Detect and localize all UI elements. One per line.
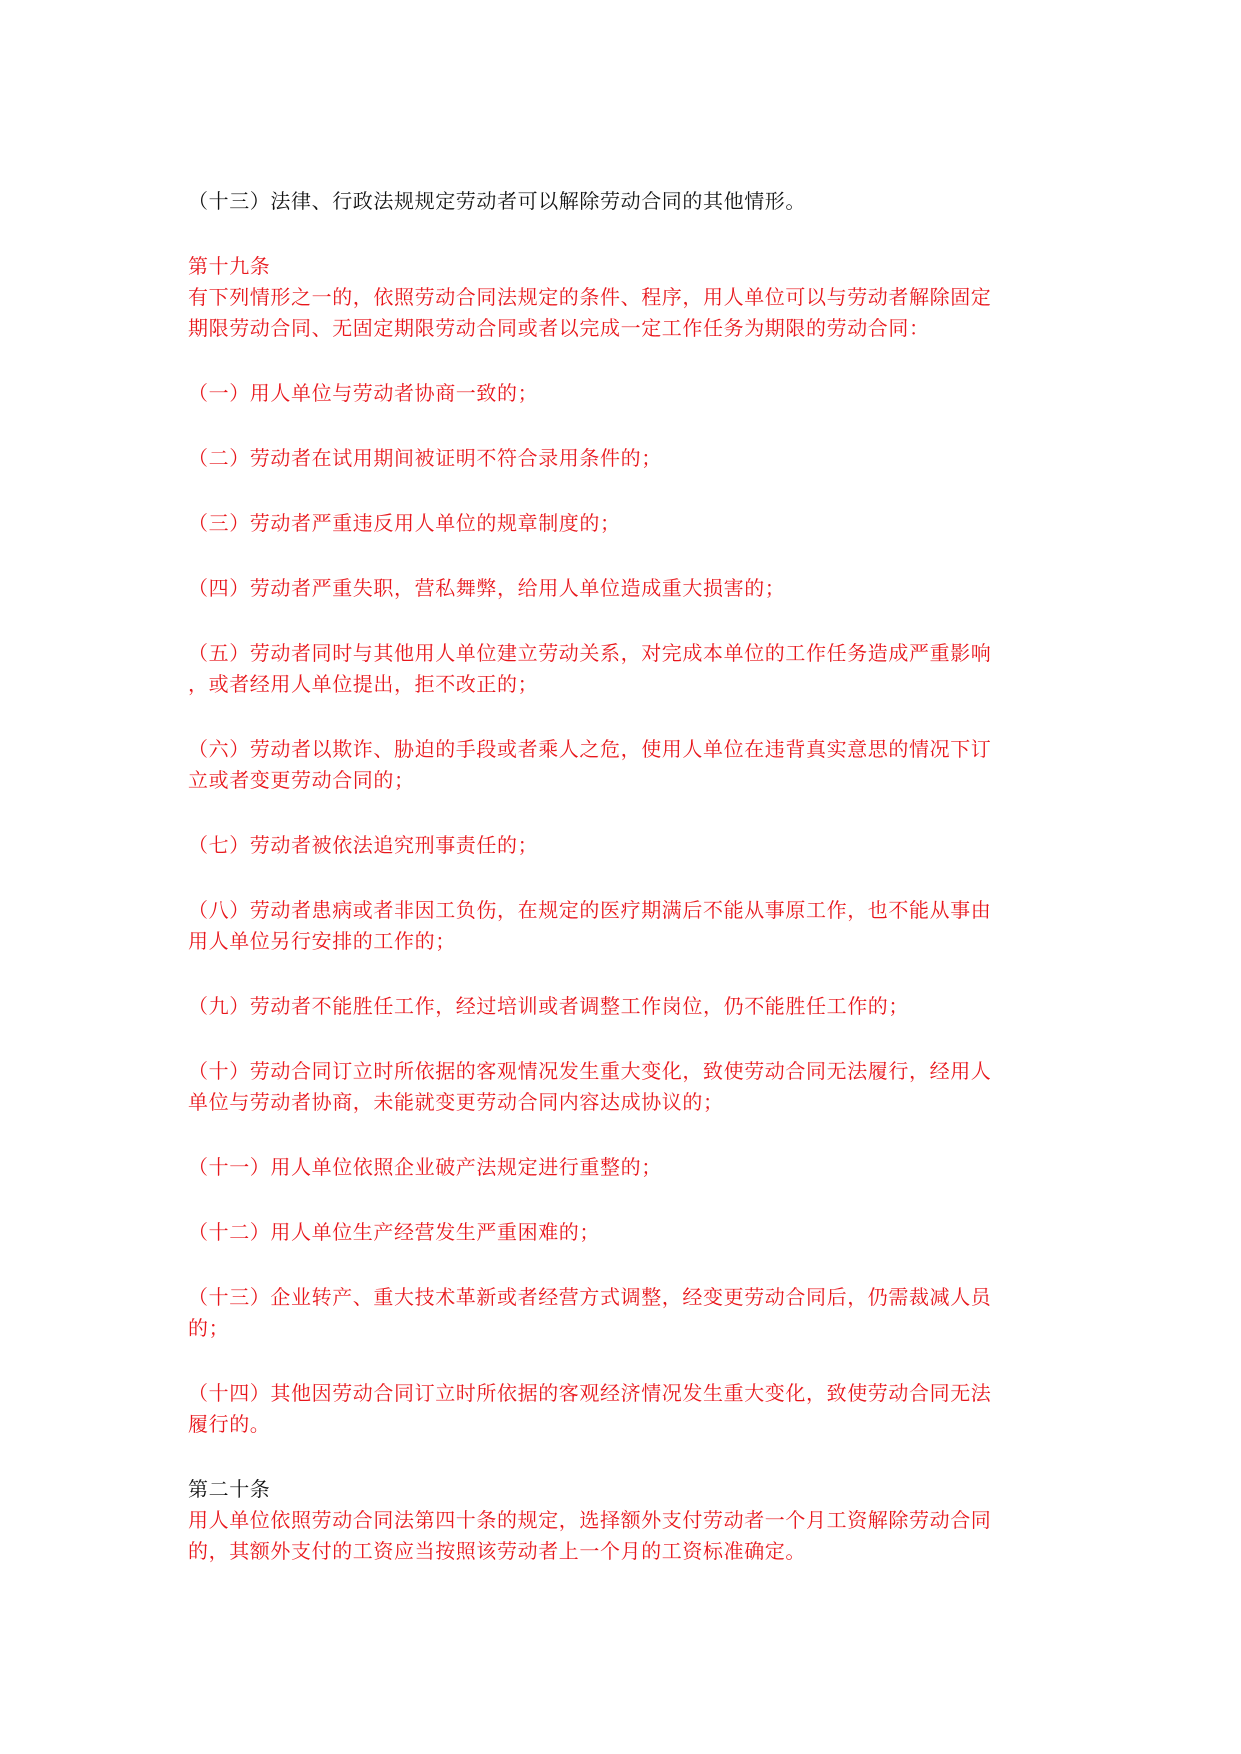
article-19-body: 有下列情形之一的，依照劳动合同法规定的条件、程序，用人单位可以与劳动者解除固定 期限劳动合同、无固定期限劳动合同或者以完成一定工作任务为期限的劳动合同： — [188, 285, 992, 340]
list-item: （三）劳动者严重违反用人单位的规章制度的； — [188, 511, 621, 535]
list-item: （七）劳动者被依法追究刑事责任的； — [188, 833, 539, 857]
list-item: （五）劳动者同时与其他用人单位建立劳动关系，对完成本单位的工作任务造成严重影响 ，或者经用人单位提出，拒不改正的； — [188, 641, 992, 696]
article-19 — [188, 251, 1058, 344]
article-19-heading: 第十九条 — [188, 254, 271, 278]
document-page — [188, 186, 1058, 1601]
list-item: （六）劳动者以欺诈、胁迫的手段或者乘人之危，使用人单位在违背真实意思的情况下订 立或者变更劳动合同的； — [188, 737, 992, 792]
list-item: （十四）其他因劳动合同订立时所依据的客观经济情况发生重大变化，致使劳动合同无法 履行的。 — [188, 1381, 992, 1436]
list-item: （十一）用人单位依照企业破产法规定进行重整的； — [188, 1155, 662, 1179]
intro-paragraph: （十三）法律、行政法规规定劳动者可以解除劳动合同的其他情形。 — [188, 189, 806, 213]
list-item: （十二）用人单位生产经营发生严重困难的； — [188, 1220, 600, 1244]
list-item: （二）劳动者在试用期间被证明不符合录用条件的； — [188, 446, 662, 470]
list-item: （九）劳动者不能胜任工作，经过培训或者调整工作岗位，仍不能胜任工作的； — [188, 994, 909, 1018]
list-item: （一）用人单位与劳动者协商一致的； — [188, 381, 539, 405]
list-item: （四）劳动者严重失职，营私舞弊，给用人单位造成重大损害的； — [188, 576, 786, 600]
article-20 — [188, 1474, 1058, 1567]
list-item: （十三）企业转产、重大技术革新或者经营方式调整，经变更劳动合同后，仍需裁减人员 的； — [188, 1285, 992, 1340]
article-20-body: 用人单位依照劳动合同法第四十条的规定，选择额外支付劳动者一个月工资解除劳动合同 的，其额外支付的工资应当按照该劳动者上一个月的工资标准确定。 — [188, 1508, 992, 1563]
list-item: （八）劳动者患病或者非因工负伤，在规定的医疗期满后不能从事原工作，也不能从事由 用人单位另行安排的工作的； — [188, 898, 992, 953]
list-item: （十）劳动合同订立时所依据的客观情况发生重大变化，致使劳动合同无法履行，经用人 单位与劳动者协商，未能就变更劳动合同内容达成协议的； — [188, 1059, 992, 1114]
article-20-heading: 第二十条 — [188, 1477, 271, 1501]
